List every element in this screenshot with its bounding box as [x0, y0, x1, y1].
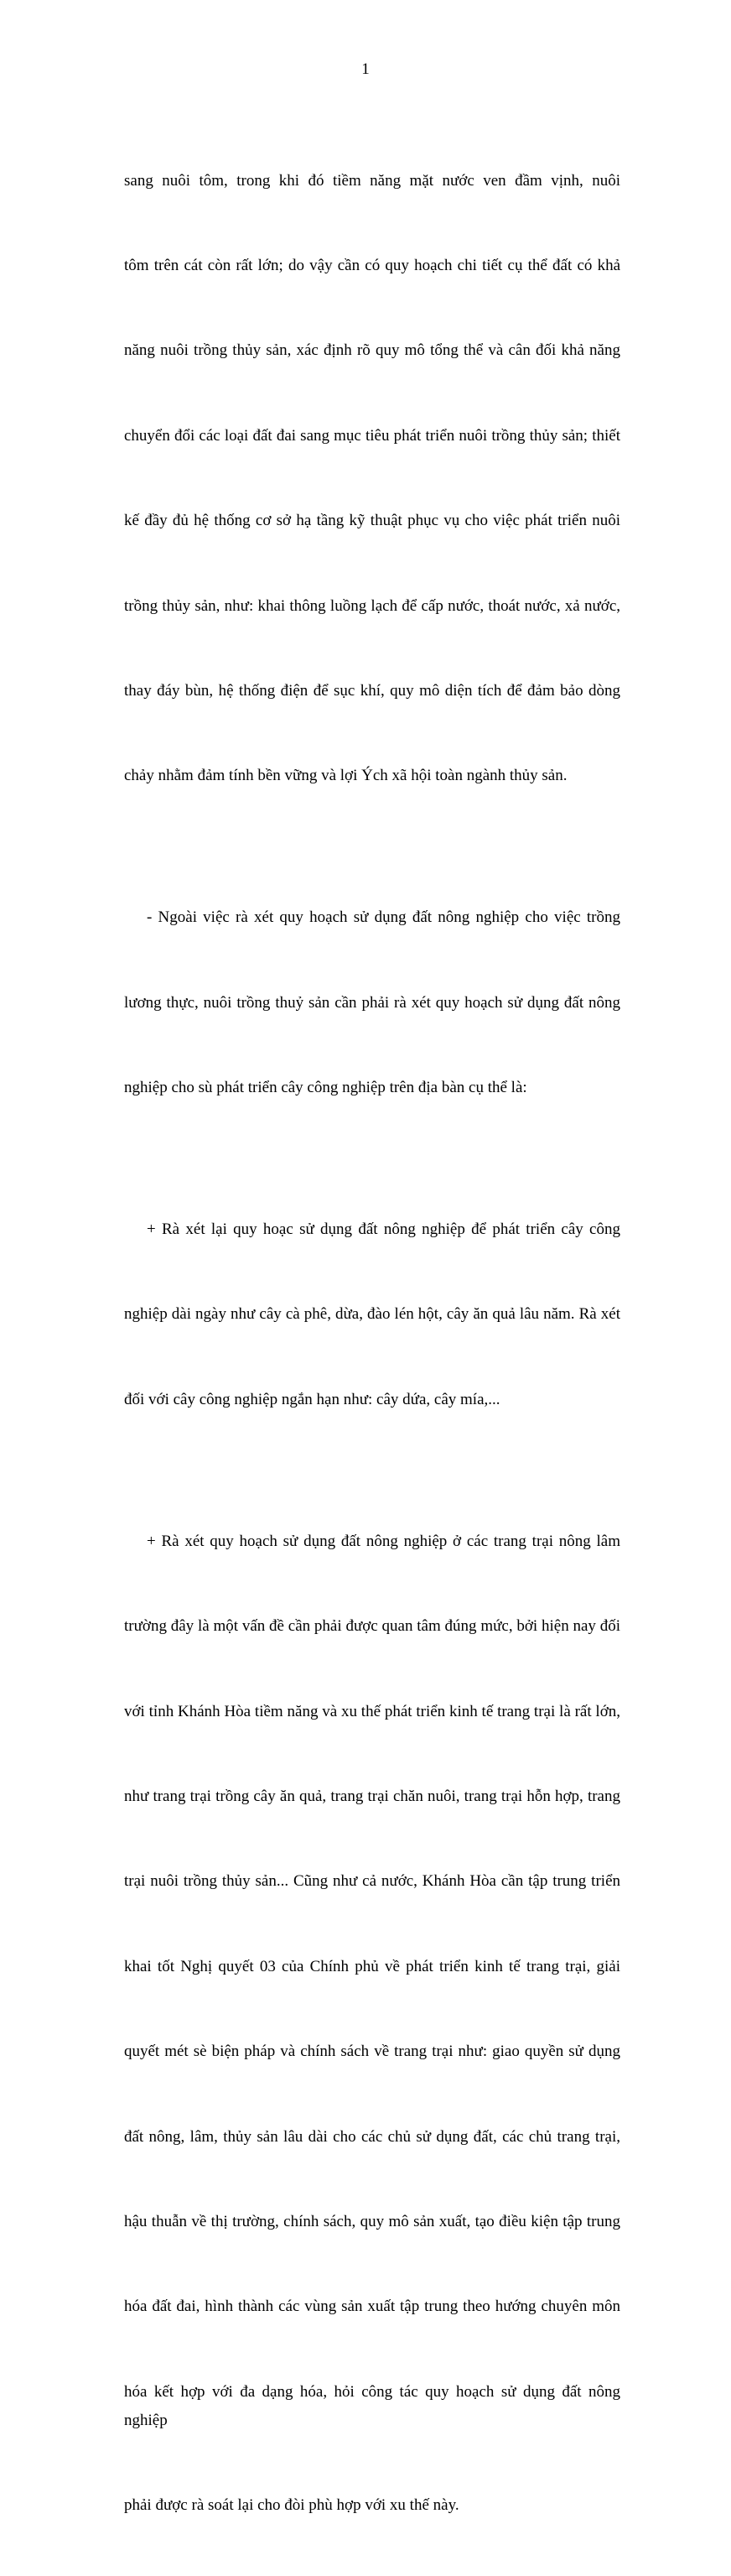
body-text [124, 110, 620, 2576]
text-line: phải được rà soát lại cho đòi phù hợp với xu thế này. [124, 2495, 459, 2514]
paragraph-farm-planning [124, 1470, 620, 2576]
text-line: + Rà xét lại quy hoạc sử dụng đất nông nghiệp để phát triển cây công [147, 1220, 620, 1239]
text-line: chuyển đổi các loại đất đai sang mục tiêu phát triển nuôi trồng thủy sản; thiết [124, 426, 620, 445]
text-line: - Ngoài việc rà xét quy hoạch sử dụng đất nông nghiệp cho việc trồng [147, 908, 620, 927]
text-line: sang nuôi tôm, trong khi đó tiềm năng mặt nước ven đầm vịnh, nuôi [124, 171, 620, 190]
text-line: như trang trại trồng cây ăn quả, trang trại chăn nuôi, trang trại hỗn hợp, trang [124, 1788, 620, 1806]
text-line: trồng thủy sản, như: khai thông luồng lạch để cấp nước, thoát nước, xả nước, [124, 596, 620, 615]
paragraph-industrial-crops-intro [124, 847, 620, 1159]
text-line: trường đây là một vấn đề cần phải được quan tâm đúng mức, bởi hiện nay đối [124, 1617, 620, 1636]
text-line: quyết mét sè biện pháp và chính sách về trang trại như: giao quyền sử dụng [124, 2043, 620, 2061]
page-number: 1 [361, 60, 370, 78]
text-line: trại nuôi trồng thủy sản... Cũng như cả nước, Khánh Hòa cần tập trung triển [124, 1872, 620, 1891]
text-line: hậu thuẫn về thị trường, chính sách, quy mô sản xuất, tạo điều kiện tập trung [124, 2212, 620, 2230]
paragraph-aquaculture-planning [124, 110, 620, 847]
text-line: đối với cây công nghiệp ngắn hạn như: cây dứa, cây mía,... [124, 1390, 500, 1408]
text-line: nghiệp cho sù phát triển cây công nghiệp trên địa bàn cụ thể là: [124, 1079, 527, 1097]
text-line: kế đầy đủ hệ thống cơ sở hạ tầng kỹ thuật phục vụ cho việc phát triển nuôi [124, 512, 620, 530]
text-line: hóa kết hợp với đa dạng hóa, hỏi công tác quy hoạch sử dụng đất nông nghiệp [124, 2382, 620, 2429]
text-line: thay đáy bùn, hệ thống điện để sục khí, quy mô diện tích để đảm bảo dòng [124, 681, 620, 700]
text-line: lương thực, nuôi trồng thuỷ sản cần phải rà xét quy hoạch sử dụng đất nông [124, 993, 620, 1012]
text-line: + Rà xét quy hoạch sử dụng đất nông nghiệp ở các trang trại nông lâm [147, 1532, 620, 1550]
text-line: với tỉnh Khánh Hòa tiềm năng và xu thế phát triển kinh tế trang trại là rất lớn, [124, 1702, 620, 1720]
text-line: chảy nhằm đảm tính bền vững và lợi Ých xã hội toàn ngành thủy sản. [124, 767, 568, 785]
text-line: nghiệp dài ngày như cây cà phê, dừa, đào lén hột, cây ăn quả lâu năm. Rà xét [124, 1305, 620, 1324]
paragraph-long-term-crops [124, 1158, 620, 1470]
text-line: khai tốt Nghị quyết 03 của Chính phủ về phát triển kinh tế trang trại, giải [124, 1957, 620, 1975]
text-line: hóa đất đai, hình thành các vùng sản xuất tập trung theo hướng chuyên môn [124, 2298, 620, 2316]
text-line: tôm trên cát còn rất lớn; do vậy cần có quy hoạch chi tiết cụ thể đất có khả [124, 256, 620, 274]
text-line: năng nuôi trồng thủy sản, xác định rõ quy mô tổng thể và cân đối khả năng [124, 341, 620, 360]
text-line: đất nông, lâm, thủy sản lâu dài cho các chủ sử dụng đất, các chủ trang trại, [124, 2127, 620, 2146]
